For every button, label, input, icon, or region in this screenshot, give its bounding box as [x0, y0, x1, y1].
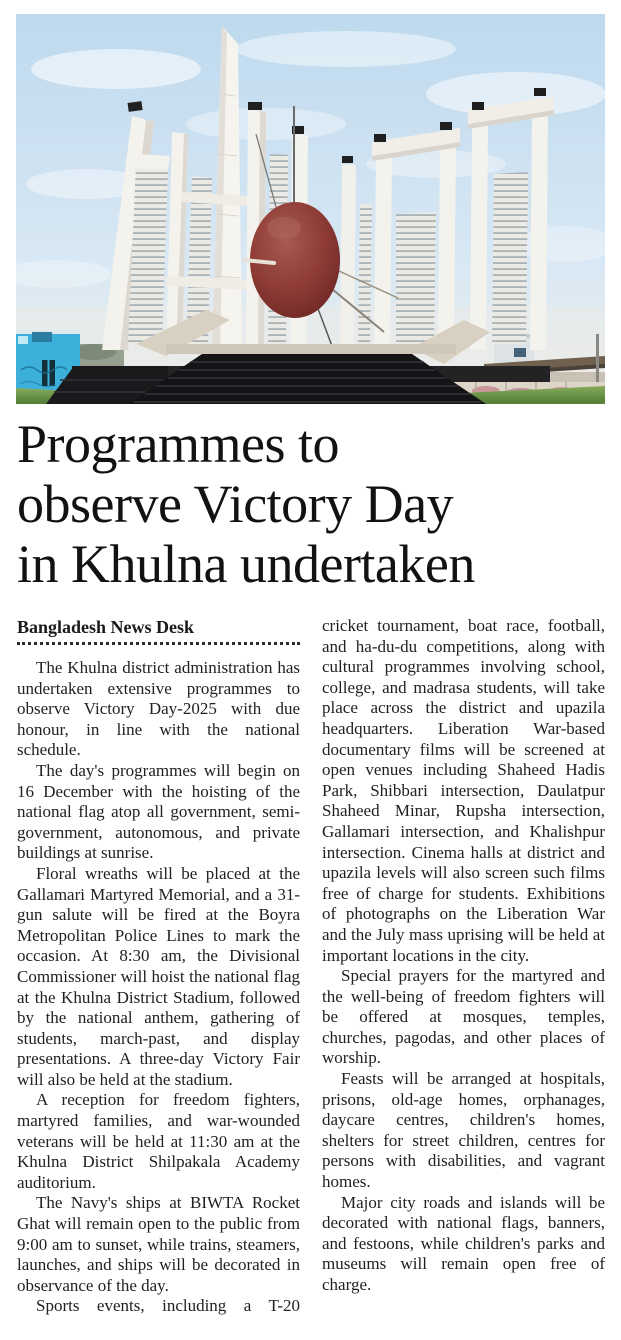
paragraph: Feasts will be arranged at hospitals, prisons, old-age homes, orphanages, daycare centres, children's homes, shelters for street children, centres for persons with disabilities, and vagrant homes.: [322, 1069, 605, 1192]
memorial-monument-photo: [16, 14, 605, 404]
paragraph: The Navy's ships at BIWTA Rocket Ghat will remain open to the public from 9:00 am to sunset, while trains, steamers, launches, and ships will be decorated in observance of the day.: [17, 1193, 300, 1295]
right-column: [322, 616, 605, 1317]
headline-line-1: Programmes to: [17, 414, 339, 474]
paragraph: Special prayers for the martyred and the well-being of freedom fighters will be offered at mosques, temples, churches, pagodas, and other places of worship.: [322, 966, 605, 1068]
headline: [17, 414, 604, 594]
left-column: [17, 616, 300, 1317]
article-body: [17, 616, 605, 1317]
paragraph: Floral wreaths will be placed at the Gallamari Martyred Memorial, and a 31-gun salute will be fired at the Boyra Metropolitan Police Lines to mark the occasion. At 8:30 am, the Divisional Commissioner will hoist the national flag at the Khulna District Stadium, followed by the national anthem, gathering of students, march-past, and display presentations. A three-day Victory Fair will also be held at the stadium.: [17, 863, 300, 1089]
paragraph: The Khulna district administration has undertaken extensive programmes to observe Victory Day-2025 with due honour, in line with the national schedule.: [17, 658, 300, 760]
paragraph: cricket tournament, boat race, football, and ha-du-du competitions, along with cultural programmes involving school, college, and madrasa students, will take place across the district and upazila headquarters. Liberation War-based documentary films will be screened at open venues including Shaheed Hadis Park, Shibbari intersection, Daulatpur Shaheed Minar, Rupsha intersection, Gallamari intersection, and Khalishpur intersection. Cinema halls at district and upazila levels will also screen such films free of charge for students. Exhibitions of photographs on the Liberation War and the July mass uprising will be held at important locations in the city.: [322, 616, 605, 965]
paragraph: Major city roads and islands will be decorated with national flags, banners, and festoons, while children's parks and museums will remain open free of charge.: [322, 1192, 605, 1294]
paragraph: A reception for freedom fighters, martyred families, and war-wounded veterans will be held at 11:30 am at the Khulna District Shilpakala Academy auditorium.: [17, 1090, 300, 1192]
headline-line-2: observe Victory Day: [17, 474, 454, 534]
headline-line-3: in Khulna undertaken: [17, 534, 475, 594]
byline-dotted-rule: [17, 642, 300, 645]
paragraph: The day's programmes will begin on 16 December with the hoisting of the national flag atop all government, semi-government, autonomous, and private buildings at sunrise.: [17, 760, 300, 863]
article-photo: [16, 14, 605, 404]
paragraph: Sports events, including a T-20: [36, 1296, 300, 1316]
byline: Bangladesh News Desk: [17, 617, 195, 637]
